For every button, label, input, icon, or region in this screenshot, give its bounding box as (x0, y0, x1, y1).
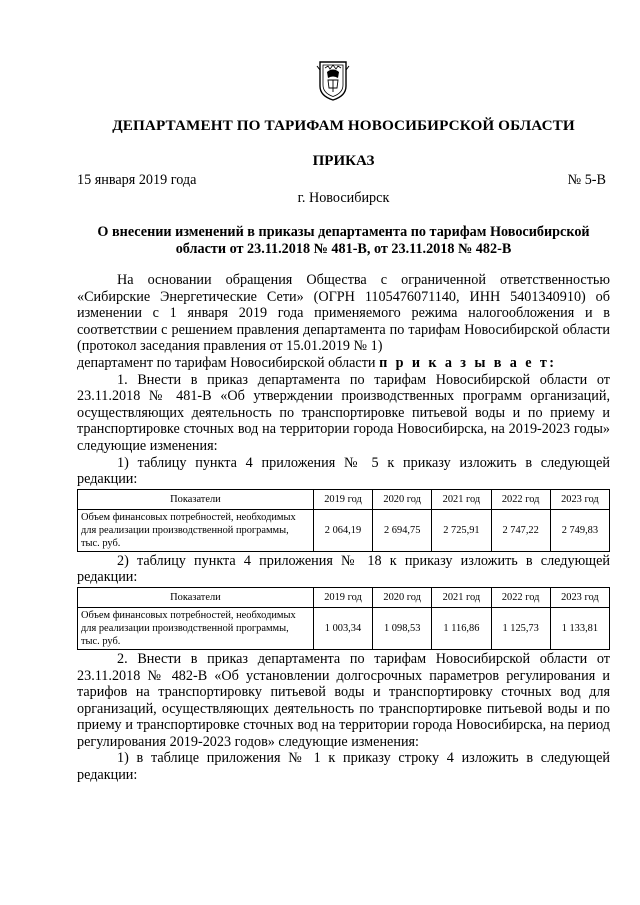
document-body (77, 272, 610, 784)
document-date: 15 января 2019 года (77, 172, 197, 188)
orders-word: п р и к а з ы в а е т: (379, 354, 557, 371)
table-header-row (78, 489, 610, 509)
table-header-cell: 2022 год (491, 489, 550, 509)
department-name: ДЕПАРТАМЕНТ ПО ТАРИФАМ НОВОСИБИРСКОЙ ОБЛАСТИ (112, 117, 575, 134)
table-1 (77, 489, 610, 552)
item-1-1: 1) таблицу пункта 4 приложения № 5 к приказу изложить в следующей редакции: (77, 454, 610, 488)
table-cell: 1 133,81 (550, 607, 609, 649)
table-header-cell: Показатели (78, 489, 314, 509)
table-cell: 1 116,86 (432, 607, 491, 649)
table-cell: 2 747,22 (491, 509, 550, 551)
table-cell: 2 064,19 (313, 509, 372, 551)
table-cell: 2 749,83 (550, 509, 609, 551)
title-line-1: О внесении изменений в приказы департамента по тарифам Новосибирской (97, 224, 590, 240)
table-header-cell: 2020 год (373, 587, 432, 607)
table-2 (77, 587, 610, 650)
table-row-label: Объем финансовых потребностей, необходимых для реализации производственной программы, тыс. руб. (78, 509, 314, 551)
table-header-cell: 2019 год (313, 587, 372, 607)
table-row-label: Объем финансовых потребностей, необходимых для реализации производственной программы, тыс. руб. (78, 607, 314, 649)
table-cell: 2 694,75 (373, 509, 432, 551)
table-header-cell: 2021 год (432, 587, 491, 607)
preamble: На основании обращения Общества с ограниченной ответственностью «Сибирские Энергетические Сети» (ОГРН 1105476071140, ИНН 5401340910) об изменении с 1 января 2019 года применяемого режима налогообложения и в соответствии с решением правления департамента по тарифам Новосибирской области (протокол заседания правления от 15.01.2019 № 1) (77, 272, 610, 355)
orders-line (77, 355, 610, 372)
item-1-2: 2) таблицу пункта 4 приложения № 18 к приказу изложить в следующей редакции: (77, 552, 610, 586)
table-header-cell: 2021 год (432, 489, 491, 509)
table-header-cell: 2019 год (313, 489, 372, 509)
orders-prefix: департамент по тарифам Новосибирской области (77, 354, 380, 371)
document-type: ПРИКАЗ (312, 153, 375, 169)
table-cell: 1 125,73 (491, 607, 550, 649)
table-row (78, 607, 610, 649)
document-city: г. Новосибирск (297, 190, 390, 206)
table-header-cell: 2023 год (550, 489, 609, 509)
table-cell: 1 098,53 (373, 607, 432, 649)
table-cell: 1 003,34 (313, 607, 372, 649)
table-header-cell: 2020 год (373, 489, 432, 509)
title-line-2: области от 23.11.2018 № 481-В, от 23.11.2018 № 482-В (175, 241, 512, 257)
table-header-cell: Показатели (78, 587, 314, 607)
document-number: № 5-В (567, 172, 606, 188)
table-header-row (78, 587, 610, 607)
item-2-1: 1) в таблице приложения № 1 к приказу строку 4 изложить в следующей редакции: (77, 750, 610, 784)
table-row (78, 509, 610, 551)
table-header-cell: 2023 год (550, 587, 609, 607)
coat-of-arms-icon (316, 58, 350, 102)
item-1: 1. Внести в приказ департамента по тарифам Новосибирской области от 23.11.2018 № 481-В «Об утверждении производственных программ организаций, осуществляющих деятельность по транспортировке питьевой воды и по приему и транспортировке сточных вод на территории города Новосибирска, на 2019-2023 годы» следующие изменения: (77, 371, 610, 454)
table-header-cell: 2022 год (491, 587, 550, 607)
table-cell: 2 725,91 (432, 509, 491, 551)
document-title (77, 224, 610, 258)
item-2: 2. Внести в приказ департамента по тарифам Новосибирской области от 23.11.2018 № 482-В «Об установлении долгосрочных параметров регулирования и тарифов на транспортировку питьевой воды и транспортировку сточных вод для организаций, осуществляющих деятельность по транспортировке питьевой воды и по приему и транспортировке сточных вод на территории города Новосибирска, на период регулирования 2019-2023 годов» следующие изменения: (77, 650, 610, 750)
